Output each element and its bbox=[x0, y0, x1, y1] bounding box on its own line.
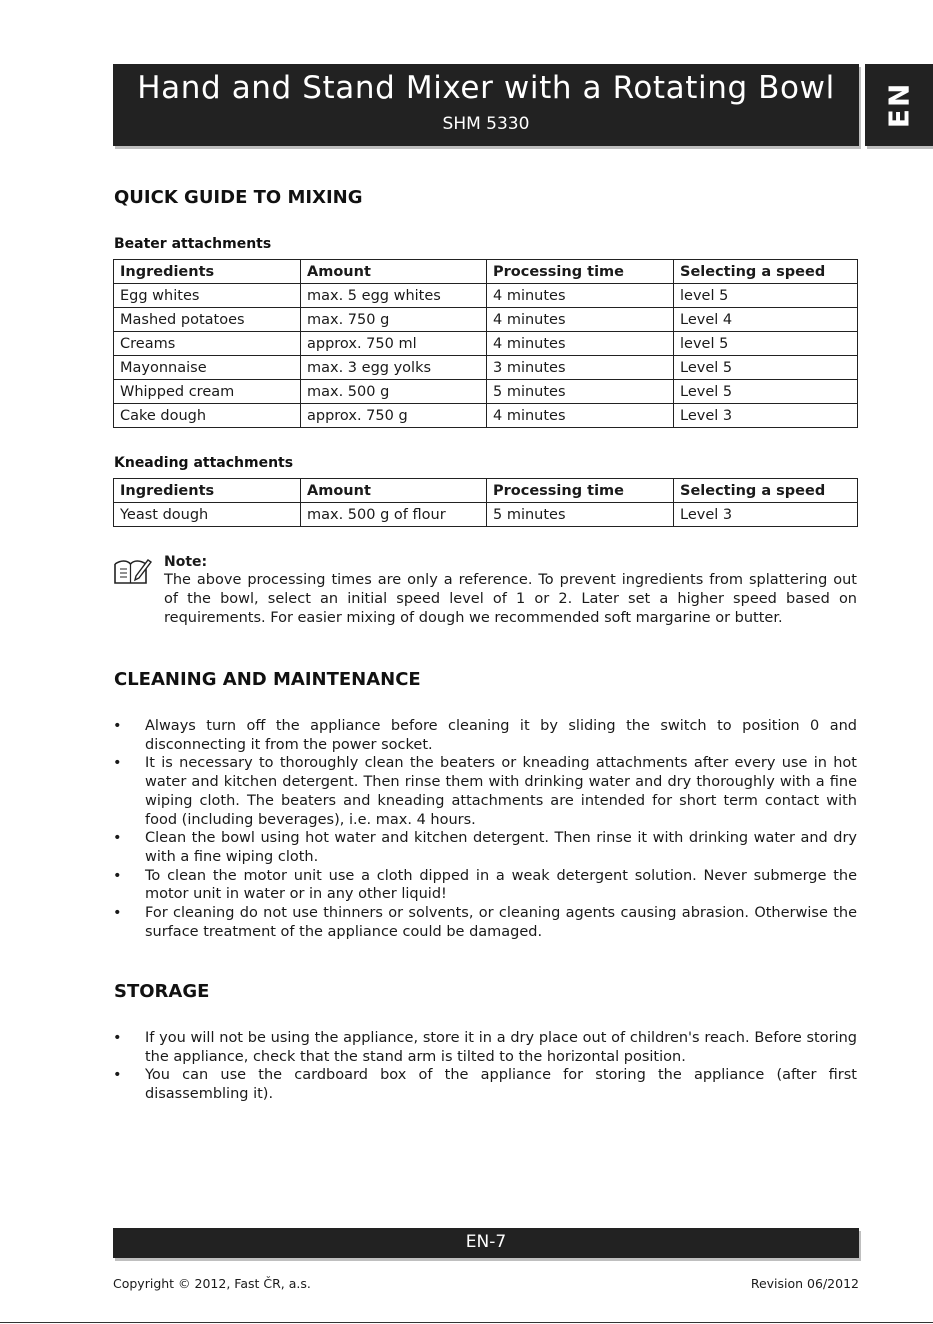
table-cell: 4 minutes bbox=[487, 284, 674, 308]
table-cell: Egg whites bbox=[114, 284, 301, 308]
table-cell: Level 3 bbox=[674, 503, 858, 527]
column-header: Amount bbox=[301, 260, 487, 284]
list-item bbox=[113, 717, 857, 754]
storage-heading: STORAGE bbox=[114, 981, 210, 1002]
table-cell: max. 5 egg whites bbox=[301, 284, 487, 308]
table-cell: Cake dough bbox=[114, 404, 301, 428]
table-cell: Mayonnaise bbox=[114, 356, 301, 380]
table-cell: Level 5 bbox=[674, 356, 858, 380]
list-item bbox=[113, 867, 857, 904]
bullet-icon: • bbox=[113, 718, 122, 734]
list-item-text: Clean the bowl using hot water and kitchen detergent. Then rinse it with drinking water and dry with a fine wiping cloth. bbox=[145, 830, 857, 865]
list-item-text: It is necessary to thoroughly clean the beaters or kneading attachments after every use in hot water and kitchen detergent. Then rinse them with drinking water and dry thoroughly with a fine wiping cloth. The beaters and kneading attachments are intended for short term contact with food (including beverages), i.e. max. 4 hours. bbox=[145, 755, 857, 828]
list-item-text: Always turn off the appliance before cleaning it by sliding the switch to position 0 and disconnecting it from the power socket. bbox=[145, 718, 857, 753]
table-cell: Level 4 bbox=[674, 308, 858, 332]
cleaning-list bbox=[113, 717, 857, 941]
table-cell: 5 minutes bbox=[487, 503, 674, 527]
table-row bbox=[114, 404, 858, 428]
column-header: Processing time bbox=[487, 479, 674, 503]
list-item bbox=[113, 1029, 857, 1066]
table-cell: max. 750 g bbox=[301, 308, 487, 332]
bullet-icon: • bbox=[113, 1067, 122, 1084]
list-item-text: To clean the motor unit use a cloth dipped in a weak detergent solution. Never submerge the motor unit in water or in any other liquid! bbox=[145, 867, 857, 903]
table-cell: max. 3 egg yolks bbox=[301, 356, 487, 380]
beater-heading: Beater attachments bbox=[114, 236, 272, 252]
kneading-table bbox=[113, 478, 858, 527]
bullet-icon: • bbox=[113, 830, 122, 847]
table-row bbox=[114, 356, 858, 380]
column-header: Processing time bbox=[487, 260, 674, 284]
cleaning-heading: CLEANING AND MAINTENANCE bbox=[114, 669, 421, 690]
list-item-text: You can use the cardboard box of the appliance for storing the appliance (after first disassembling it). bbox=[145, 1067, 857, 1103]
table-row bbox=[114, 332, 858, 356]
beater-table bbox=[113, 259, 858, 428]
table-cell: Creams bbox=[114, 332, 301, 356]
table-row bbox=[114, 380, 858, 404]
note-title: Note: bbox=[164, 554, 208, 570]
language-tab bbox=[865, 64, 933, 146]
table-header-row bbox=[114, 479, 858, 503]
note-pad-icon bbox=[112, 556, 152, 586]
bullet-icon: • bbox=[113, 867, 122, 884]
language-label: EN bbox=[882, 81, 916, 129]
list-item bbox=[113, 904, 857, 941]
table-cell: Level 5 bbox=[674, 380, 858, 404]
table-cell: level 5 bbox=[674, 284, 858, 308]
storage-list bbox=[113, 1029, 857, 1104]
table-cell: 4 minutes bbox=[487, 404, 674, 428]
table-cell: 4 minutes bbox=[487, 308, 674, 332]
table-cell: max. 500 g bbox=[301, 380, 487, 404]
bottom-rule bbox=[0, 1322, 933, 1323]
list-item bbox=[113, 754, 857, 829]
table-cell: 3 minutes bbox=[487, 356, 674, 380]
table-cell: Yeast dough bbox=[114, 503, 301, 527]
table-cell: level 5 bbox=[674, 332, 858, 356]
table-cell: Mashed potatoes bbox=[114, 308, 301, 332]
list-item bbox=[113, 829, 857, 866]
table-cell: Whipped cream bbox=[114, 380, 301, 404]
footer-bar bbox=[113, 1228, 859, 1258]
table-row bbox=[114, 308, 858, 332]
copyright-text: Copyright © 2012, Fast ČR, a.s. bbox=[113, 1276, 311, 1291]
column-header: Ingredients bbox=[114, 260, 301, 284]
list-item-text: If you will not be using the appliance, store it in a dry place out of children's reach. Before storing the appliance, check that the stand arm is tilted to the horizontal position. bbox=[145, 1030, 857, 1065]
column-header: Selecting a speed bbox=[674, 260, 858, 284]
list-item-text: For cleaning do not use thinners or solvents, or cleaning agents causing abrasion. Otherwise the surface treatment of the appliance could be damaged. bbox=[145, 905, 857, 940]
table-cell: Level 3 bbox=[674, 404, 858, 428]
bullet-icon: • bbox=[113, 1030, 122, 1046]
page-number: EN-7 bbox=[465, 1232, 507, 1252]
table-row bbox=[114, 284, 858, 308]
table-header-row bbox=[114, 260, 858, 284]
revision-text: Revision 06/2012 bbox=[750, 1276, 859, 1291]
table-cell: approx. 750 g bbox=[301, 404, 487, 428]
table-cell: max. 500 g of flour bbox=[301, 503, 487, 527]
kneading-heading: Kneading attachments bbox=[114, 455, 294, 471]
page-header bbox=[113, 64, 859, 146]
list-item bbox=[113, 1066, 857, 1103]
table-row bbox=[114, 503, 858, 527]
table-cell: approx. 750 ml bbox=[301, 332, 487, 356]
note-text: The above processing times are only a reference. To prevent ingredients from splattering out of the bowl, select an initial speed level of 1 or 2. Later set a higher speed based on requirements. For easier mixing of dough we recommended soft margarine or butter. bbox=[164, 572, 857, 626]
bullet-icon: • bbox=[113, 755, 122, 772]
quick-guide-heading: QUICK GUIDE TO MIXING bbox=[114, 187, 363, 208]
document-title: Hand and Stand Mixer with a Rotating Bowl bbox=[137, 70, 835, 106]
column-header: Amount bbox=[301, 479, 487, 503]
table-cell: 5 minutes bbox=[487, 380, 674, 404]
column-header: Selecting a speed bbox=[674, 479, 858, 503]
column-header: Ingredients bbox=[114, 479, 301, 503]
table-cell: 4 minutes bbox=[487, 332, 674, 356]
model-number: SHM 5330 bbox=[442, 114, 530, 134]
bullet-icon: • bbox=[113, 905, 122, 922]
